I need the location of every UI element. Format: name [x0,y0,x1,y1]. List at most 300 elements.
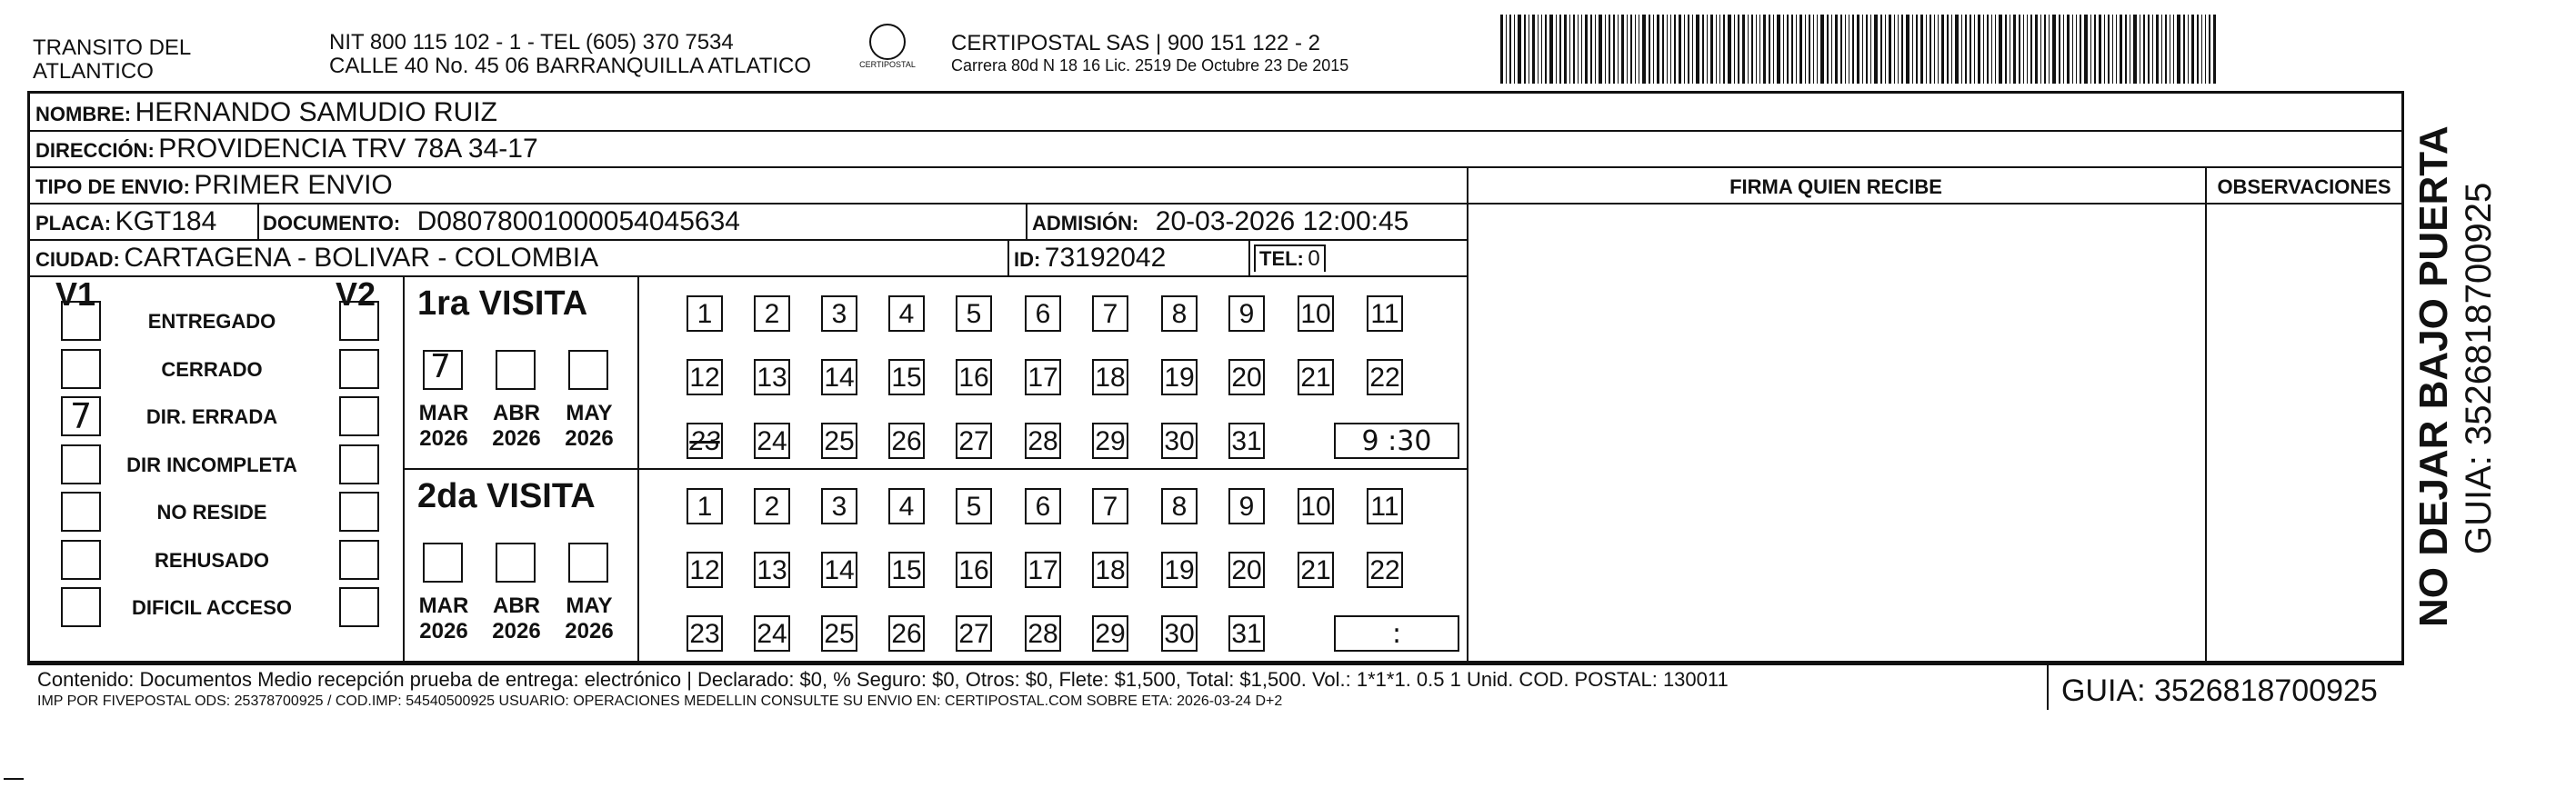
logo-caption: CERTIPOSTAL [859,60,916,69]
barcode-bar [2076,15,2077,84]
month-name: MAR [418,401,469,425]
nombre-value: HERNANDO SAMUDIO RUIZ [135,97,497,127]
day-box[interactable]: 7 [1092,295,1128,332]
day-box[interactable]: 27 [956,423,992,459]
direccion-value: PROVIDENCIA TRV 78A 34-17 [158,134,538,164]
day-box[interactable]: 6 [1025,295,1061,332]
month-year: 2026 [565,426,614,451]
barcode-bar [1995,15,1996,84]
barcode-bar [1506,15,1507,84]
barcode-bar [2152,15,2153,84]
day-box[interactable]: 11 [1367,488,1403,524]
day-box[interactable]: 28 [1025,423,1061,459]
day-box[interactable]: 25 [821,423,857,459]
barcode-bar [1728,15,1731,84]
day-box[interactable]: 24 [754,423,790,459]
barcode-bar [1817,15,1818,84]
barcode-bar [1820,15,1824,84]
day-box[interactable]: 22 [1367,552,1403,588]
logo-circle-icon [869,24,906,60]
barcode-bar [1541,15,1542,84]
direccion-row [35,134,538,165]
month-checkbox[interactable] [568,350,608,390]
barcode-bar [1657,15,1659,84]
barcode-bar [1866,15,1868,84]
day-box[interactable]: 21 [1298,552,1334,588]
barcode-bar [1569,15,1570,84]
v2-checkbox[interactable] [339,301,379,341]
barcode-bar [1951,15,1952,84]
day-box[interactable]: 13 [754,359,790,395]
documento-value: D08078001000054045634 [416,206,740,236]
month-label [485,401,548,452]
day-box[interactable]: 29 [1092,615,1128,652]
nombre-label: NOMBRE: [35,103,132,125]
barcode-bar [1613,15,1615,84]
barcode-bar [1799,15,1802,84]
day-box[interactable]: 15 [888,552,925,588]
month-year: 2026 [419,619,468,643]
barcode-bar [2148,15,2150,84]
observaciones-header: OBSERVACIONES [2217,175,2391,198]
barcode-bar [2143,15,2145,84]
visit2-title: 2da VISITA [417,477,596,515]
barcode-bar [1769,15,1770,84]
day-box[interactable]: 18 [1092,552,1128,588]
day-box[interactable]: 19 [1161,552,1198,588]
status-label: REHUSADO [155,548,269,572]
day-box[interactable]: 14 [821,552,857,588]
day-box[interactable]: 26 [888,423,925,459]
barcode-bar [1783,15,1784,84]
barcode-bar [1734,15,1735,84]
barcode-bar [1938,15,1939,84]
time-box[interactable]: : [1334,615,1459,652]
status-label: DIR. ERRADA [145,405,278,428]
barcode-bar [1649,15,1650,84]
day-box[interactable]: 16 [956,359,992,395]
barcode-bar [1688,15,1689,84]
license-line: Carrera 80d N 18 16 Lic. 2519 De Octubre 23 De 2015 [951,56,1349,75]
barcode-bar [1667,15,1668,84]
barcode-bar [1738,15,1739,84]
barcode-bar [1599,15,1602,84]
barcode-bar [1796,15,1797,84]
id-value: 73192042 [1044,243,1167,273]
barcode-bar [1827,15,1829,84]
direccion-label: DIRECCIÓN: [35,139,155,162]
barcode-bar [1978,15,1980,84]
day-box[interactable]: 30 [1161,423,1198,459]
barcode-bar [1581,15,1582,84]
nit-line: NIT 800 115 102 - 1 - TEL (605) 370 7534 [329,30,734,55]
barcode-bar [1831,15,1832,84]
day-box[interactable]: 3 [821,488,857,524]
barcode-bar [1845,15,1846,84]
barcode-bar [1763,15,1766,84]
v1-label: V1 [55,275,96,313]
barcode-bar [1947,15,1949,84]
barcode-bar [2027,15,2028,84]
day-box[interactable]: 10 [1298,488,1334,524]
footer-impresion: IMP POR FIVEPOSTAL ODS: 25378700925 / COD.IMP: 54540500925 USUARIO: OPERACIONES MEDELLIN CONSULTE SU ENVIO EN: CERTIPOSTAL.COM SOBRE ETA: 2026-03-24 D+2 [37,693,1283,709]
no-dejar-bajo-puerta: NO DEJAR BAJO PUERTA [2411,125,2456,627]
month-name: MAY [566,594,613,618]
month-year: 2026 [419,426,468,451]
v2-checkbox[interactable] [339,587,379,627]
barcode-bar [2080,15,2081,84]
barcode-bar [1991,15,1992,84]
barcode-bar [1618,15,1619,84]
tel-cell [1254,244,1326,272]
barcode-bar [1880,15,1882,84]
day-box[interactable]: 3 [821,295,857,332]
day-box[interactable]: 23 [687,423,723,459]
v2-checkbox[interactable] [339,444,379,484]
barcode-bar [2165,15,2167,84]
admision-cell [1032,206,1408,237]
barcode-bar [1862,15,1863,84]
barcode-bar [1545,15,1547,84]
barcode-bar [1653,15,1654,84]
barcode-bar [1605,15,1606,84]
day-box[interactable]: 25 [821,615,857,652]
v1-checkbox[interactable] [61,349,101,389]
barcode-bar [2035,15,2038,84]
day-box[interactable]: 29 [1092,423,1128,459]
day-box[interactable]: 8 [1161,295,1198,332]
barcode-bar [2116,15,2117,84]
v2-checkbox[interactable] [339,396,379,436]
tel-value: 0 [1308,246,1320,271]
barcode-bar [1999,15,2002,84]
barcode-bar [1974,15,1975,84]
barcode-bar [2063,15,2064,84]
v2-checkbox[interactable] [339,492,379,532]
barcode-bar [1889,15,1891,84]
barcode-bar [2023,15,2024,84]
day-box[interactable]: 9 [1228,295,1265,332]
day-box[interactable]: 4 [888,295,925,332]
barcode-bar [1590,15,1592,84]
barcode-bar [1809,15,1810,84]
month-checkbox[interactable] [423,350,463,390]
barcode-bar [1532,15,1535,84]
barcode-bar [2005,15,2007,84]
barcode-bar [1805,15,1806,84]
barcode-bar [1898,15,1899,84]
month-label [412,401,476,452]
barcode-bar [1635,15,1636,84]
barcode-bar [2120,15,2122,84]
barcode-bar [1514,15,1515,84]
day-box[interactable]: 21 [1298,359,1334,395]
barcode-bar [2183,15,2185,84]
barcode-bar [1556,15,1557,84]
v2-checkbox[interactable] [339,349,379,389]
barcode [1500,15,2228,84]
barcode-bar [1719,15,1720,84]
day-box[interactable]: 7 [1092,488,1128,524]
barcode-bar [1692,15,1693,84]
barcode-bar [2201,15,2202,84]
barcode-bar [2108,15,2110,84]
barcode-bar [1885,15,1886,84]
visit1-title: 1ra VISITA [417,284,588,323]
barcode-bar [2197,15,2199,84]
barcode-bar [2099,15,2101,84]
barcode-bar [1500,15,1503,84]
barcode-bar [1965,15,1967,84]
day-box[interactable]: 12 [687,359,723,395]
handwritten-check-mark: 7 [430,348,451,385]
v1-checkbox[interactable] [61,540,101,580]
barcode-bar [1627,15,1628,84]
barcode-bar [2030,15,2032,84]
month-checkbox[interactable] [496,350,536,390]
day-box[interactable]: 20 [1228,359,1265,395]
day-box[interactable]: 10 [1298,295,1334,332]
day-box[interactable]: 6 [1025,488,1061,524]
courier-line: CERTIPOSTAL SAS | 900 151 122 - 2 [951,31,1320,55]
barcode-bar [1852,15,1854,84]
barcode-bar [2013,15,2016,84]
v1-checkbox[interactable] [61,587,101,627]
month-year: 2026 [565,619,614,643]
day-box[interactable]: 19 [1161,359,1198,395]
month-year: 2026 [492,619,541,643]
barcode-bar [2084,15,2088,84]
barcode-bar [1702,15,1704,84]
day-box[interactable]: 12 [687,552,723,588]
barcode-bar [2191,15,2194,84]
barcode-bar [1835,15,1838,84]
barcode-bar [1970,15,1971,84]
footer-guia: GUIA: 3526818700925 [2061,673,2378,708]
barcode-bar [2177,15,2180,84]
barcode-bar [1509,15,1511,84]
barcode-bar [1723,15,1725,84]
handwritten-check-mark: 7 [70,396,93,436]
day-box[interactable]: 15 [888,359,925,395]
barcode-bar [1751,15,1753,84]
tipo-envio-value: PRIMER ENVIO [194,170,393,200]
barcode-bar [1934,15,1935,84]
day-box[interactable]: 20 [1228,552,1265,588]
barcode-bar [1630,15,1632,84]
day-box[interactable]: 2 [754,295,790,332]
barcode-bar [1662,15,1664,84]
month-checkbox[interactable] [496,543,536,583]
barcode-bar [1813,15,1814,84]
barcode-bar [1578,15,1579,84]
v1-checkbox[interactable] [61,301,101,341]
placa-cell [35,206,216,237]
barcode-bar [2125,15,2127,84]
day-box[interactable]: 1 [687,295,723,332]
barcode-bar [2188,15,2189,84]
barcode-bar [2205,15,2206,84]
barcode-bar [2104,15,2105,84]
agency-contact [329,31,811,78]
courier-info [951,31,1348,75]
month-checkbox[interactable] [568,543,608,583]
status-label: DIR INCOMPLETA [126,453,297,476]
barcode-bar [1787,15,1789,84]
tipo-envio-row [35,170,393,201]
barcode-bar [1840,15,1842,84]
day-box[interactable]: 5 [956,488,992,524]
ciudad-cell [35,243,598,274]
status-label: ENTREGADO [147,310,276,333]
barcode-bar [1756,15,1757,84]
v1-checkbox[interactable] [61,396,101,436]
barcode-bar [1955,15,1959,84]
barcode-bar [1538,15,1539,84]
month-label [557,594,621,644]
day-box[interactable]: 27 [956,615,992,652]
month-checkbox[interactable] [423,543,463,583]
barcode-bar [2213,15,2216,84]
day-box[interactable]: 28 [1025,615,1061,652]
barcode-bar [1518,15,1521,84]
month-name: ABR [493,401,540,425]
barcode-bar [1987,15,1989,84]
barcode-bar [1742,15,1745,84]
barcode-bar [1773,15,1774,84]
month-name: MAY [566,401,613,425]
barcode-bar [1983,15,1984,84]
id-cell [1014,243,1166,274]
day-box[interactable]: 18 [1092,359,1128,395]
placa-label: PLACA: [35,212,112,234]
barcode-bar [1759,15,1760,84]
month-label [485,594,548,644]
documento-label: DOCUMENTO: [263,212,401,234]
barcode-bar [1679,15,1681,84]
day-box[interactable]: 23 [687,615,723,652]
barcode-bar [1916,15,1918,84]
barcode-bar [1573,15,1575,84]
barcode-bar [2059,15,2060,84]
barcode-bar [2156,15,2159,84]
barcode-bar [1874,15,1878,84]
barcode-bar [1710,15,1713,84]
day-box[interactable]: 5 [956,295,992,332]
certipostal-logo [855,24,920,69]
barcode-bar [1609,15,1610,84]
barcode-bar [2072,15,2073,84]
barcode-bar [1912,15,1913,84]
barcode-bar [1684,15,1685,84]
day-box[interactable]: 31 [1228,423,1265,459]
day-box[interactable]: 14 [821,359,857,395]
id-label: ID: [1014,248,1041,271]
side-guia: GUIA: 3526818700925 [2459,182,2499,554]
barcode-bar [1559,15,1561,84]
barcode-bar [2090,15,2091,84]
month-year: 2026 [492,426,541,451]
barcode-bar [1642,15,1646,84]
barcode-bar [1941,15,1944,84]
barcode-bar [2049,15,2050,84]
v2-checkbox[interactable] [339,540,379,580]
day-box[interactable]: 30 [1161,615,1198,652]
barcode-bar [1791,15,1793,84]
barcode-bar [1585,15,1588,84]
barcode-bar [2161,15,2162,84]
scan-mark [4,778,24,780]
barcode-bar [1707,15,1708,84]
day-box[interactable]: 1 [687,488,723,524]
ciudad-value: CARTAGENA - BOLIVAR - COLOMBIA [124,243,599,273]
barcode-bar [1901,15,1903,84]
day-box[interactable]: 26 [888,615,925,652]
day-box[interactable]: 9 [1228,488,1265,524]
address-line: CALLE 40 No. 45 06 BARRANQUILLA ATLATICO [329,54,812,78]
barcode-bar [1549,15,1553,84]
barcode-bar [1716,15,1717,84]
barcode-bar [1870,15,1871,84]
admision-label: ADMISIÓN: [1032,212,1139,234]
firma-header: FIRMA QUIEN RECIBE [1729,175,1942,198]
v1-checkbox[interactable] [61,492,101,532]
day-box[interactable]: 24 [754,615,790,652]
ciudad-label: CIUDAD: [35,248,120,271]
status-label: NO RESIDE [156,501,267,524]
barcode-bar [1524,15,1526,84]
agency-line-2: ATLANTICO [33,59,154,84]
barcode-bar [1920,15,1923,84]
day-box[interactable]: 2 [754,488,790,524]
day-box[interactable]: 13 [754,552,790,588]
barcode-bar [2094,15,2096,84]
tel-label: TEL: [1259,247,1304,270]
placa-value: KGT184 [115,206,217,236]
day-box[interactable]: 16 [956,552,992,588]
barcode-bar [2173,15,2174,84]
barcode-bar [1929,15,1931,84]
month-name: ABR [493,594,540,618]
barcode-bar [1595,15,1596,84]
barcode-bar [1906,15,1909,84]
barcode-bar [1696,15,1699,84]
month-name: MAR [418,594,469,618]
barcode-bar [2067,15,2070,84]
barcode-bar [1777,15,1780,84]
day-box[interactable]: 22 [1367,359,1403,395]
day-box[interactable]: 4 [888,488,925,524]
form-frame [27,91,2404,709]
tipo-envio-label: TIPO DE ENVIO: [35,175,190,198]
barcode-bar [2019,15,2020,84]
barcode-bar [2040,15,2041,84]
barcode-bar [2112,15,2113,84]
barcode-bar [1894,15,1895,84]
status-label: CERRADO [161,357,263,381]
day-box[interactable]: 17 [1025,552,1061,588]
footer-contenido: Contenido: Documentos Medio recepción prueba de entrega: electrónico | Declarado: $0, % Seguro: $0, Otros: $0, Flete: $1,500, Total: $1,500. Vol.: 1*1*1. 0.5 1 Unid. COD. POSTAL: 130011 [37,668,1729,691]
day-box[interactable]: 8 [1161,488,1198,524]
barcode-bar [1857,15,1859,84]
admision-value: 20-03-2026 12:00:45 [1155,206,1409,236]
day-box[interactable]: 11 [1367,295,1403,332]
barcode-bar [2209,15,2210,84]
v1-checkbox[interactable] [61,444,101,484]
day-box[interactable]: 31 [1228,615,1265,652]
time-box[interactable]: 9 :30 [1334,423,1459,459]
day-box[interactable]: 17 [1025,359,1061,395]
